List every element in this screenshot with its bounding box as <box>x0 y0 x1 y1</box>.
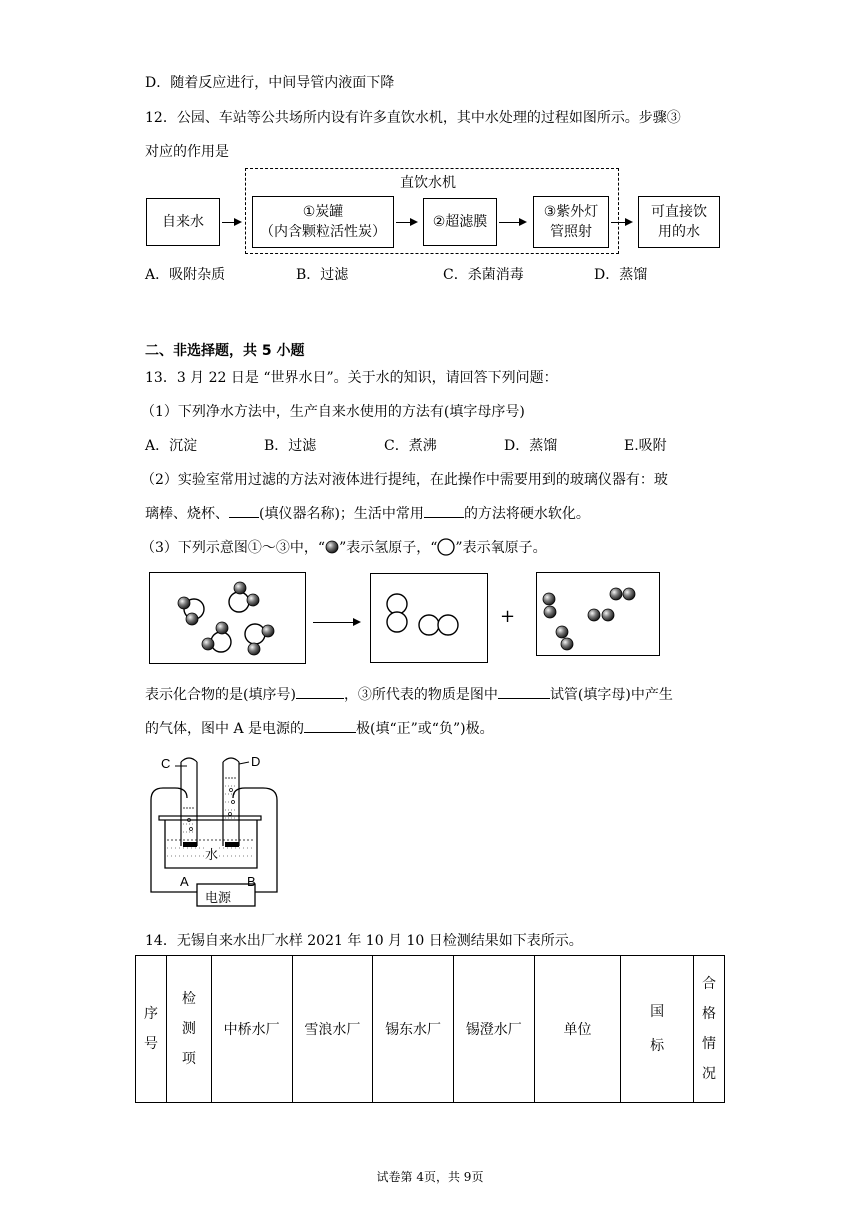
q12-option-c: C．杀菌消毒 <box>443 267 524 283</box>
oxygen-atom-icon <box>437 538 455 556</box>
q13-part2-line1: （2）实验室常用过滤的方法对液体进行提纯，在此操作中需要用到的玻璃仪器有：玻 <box>141 472 668 488</box>
answer-blank[interactable] <box>498 684 550 699</box>
q13-option-d: D．蒸馏 <box>504 438 558 454</box>
q12-stem-line1: 12．公园、车站等公共场所内设有许多直饮水机，其中水处理的过程如图所示。步骤③ <box>145 110 681 126</box>
q12-option-a: A．吸附杂质 <box>145 267 226 283</box>
panel-1-mixture <box>149 572 306 664</box>
reaction-arrow <box>313 622 359 623</box>
tube-label-d: D <box>251 754 261 769</box>
header-cell: 中桥水厂 <box>211 956 292 1103</box>
box-carbon-tank: ①炭罐 （内含颗粒活性炭） <box>252 196 394 248</box>
box-ultrafilter: ②超滤膜 <box>423 198 497 246</box>
header-cell: 单位 <box>534 956 621 1103</box>
q13-option-b: B．过滤 <box>264 438 317 454</box>
q13-stem: 13．3 月 22 日是 “世界水日”。关于水的知识，请回答下列问题： <box>145 370 558 386</box>
panel-3-hydrogen <box>536 572 660 656</box>
electrolysis-apparatus <box>145 750 285 915</box>
electrode-label-b: B <box>247 874 256 889</box>
flow-arrow-4 <box>611 222 631 223</box>
power-supply-label: 电源 <box>205 891 232 906</box>
box-tap-water: 自来水 <box>146 198 220 246</box>
q11-option-d: D．随着反应进行，中间导管内液面下降 <box>145 75 395 91</box>
electrode-label-a: A <box>180 874 189 889</box>
header-cell: 锡东水厂 <box>373 956 454 1103</box>
q13-part2-line2: 璃棒、烧杯、 (填仪器名称)；生活中常用 的方法将硬水软化。 <box>145 503 590 523</box>
answer-blank[interactable] <box>229 503 259 518</box>
q12-option-b: B．过滤 <box>296 267 349 283</box>
q14-stem: 14．无锡自来水出厂水样 2021 年 10 月 10 日检测结果如下表所示。 <box>145 933 583 949</box>
answer-blank[interactable] <box>296 684 344 699</box>
plus-sign: + <box>500 606 516 627</box>
header-cell: 锡澄水厂 <box>453 956 534 1103</box>
flow-arrow-2 <box>396 222 416 223</box>
header-cell: 国标 <box>621 956 694 1103</box>
panel-2-oxygen <box>370 573 488 663</box>
q13-part1: （1）下列净水方法中，生产自来水使用的方法有(填字母序号) <box>141 404 525 420</box>
hydrogen-atom-icon <box>325 540 339 554</box>
q12-stem-line2: 对应的作用是 <box>145 144 229 160</box>
machine-title: 直饮水机 <box>398 172 458 192</box>
box-uv-lamp: ③紫外灯 管照射 <box>533 196 609 248</box>
page-footer: 试卷第 4页，共 9页 <box>376 1170 484 1184</box>
q13-part3: （3）下列示意图①～③中，“ ”表示氢原子，“ ”表示氧原子。 <box>141 540 547 556</box>
table-header-row <box>136 956 725 1103</box>
box-drinkable-water: 可直接饮 用的水 <box>638 196 720 248</box>
q13-option-c: C．煮沸 <box>384 438 437 454</box>
q12-option-d: D．蒸馏 <box>594 267 648 283</box>
results-table <box>135 955 725 1103</box>
water-label: 水 <box>205 844 218 863</box>
header-cell: 合格情况 <box>694 956 725 1103</box>
answer-blank[interactable] <box>424 503 464 518</box>
header-cell: 序号 <box>136 956 167 1103</box>
q13-fill-line1: 表示化合物的是(填序号) ，③所代表的物质是图中 试管(填字母)中产生 <box>145 684 673 704</box>
tube-label-c: C <box>161 756 171 771</box>
flow-arrow-3 <box>499 222 525 223</box>
header-cell: 检测项 <box>166 956 211 1103</box>
q13-option-a: A．沉淀 <box>145 438 198 454</box>
header-cell: 雪浪水厂 <box>292 956 373 1103</box>
flow-arrow-1 <box>222 222 240 223</box>
answer-blank[interactable] <box>304 718 356 733</box>
section-title: 二、非选择题，共 5 小题 <box>145 343 305 359</box>
q13-option-e: E.吸附 <box>624 438 667 454</box>
q13-fill-line2: 的气体，图中 A 是电源的 极(填“正”或“负”)极。 <box>145 718 494 738</box>
